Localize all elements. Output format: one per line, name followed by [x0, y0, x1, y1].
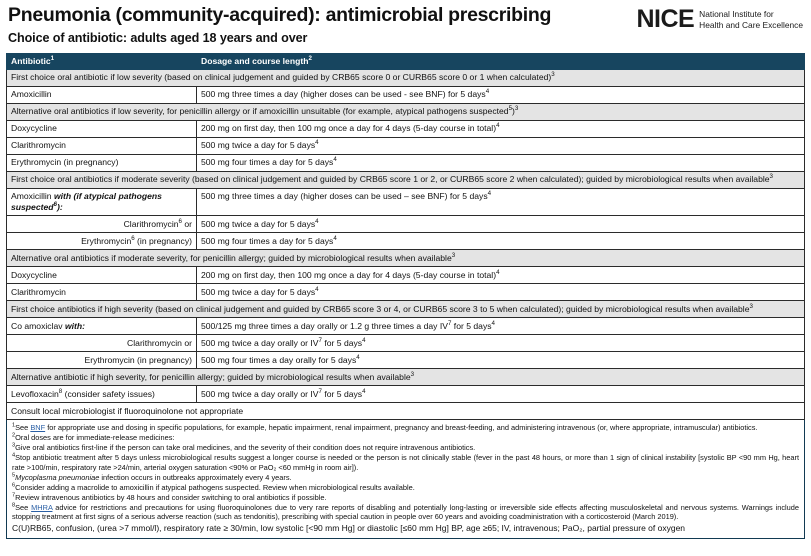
- antibiotic-table-body: [7, 54, 805, 420]
- footnote: $^8$See MHRA advice for restrictions and precautions for using fluoroquinolones due to very rare reports of disabling and potentially long-lasting or irreversible side effects affecting musculoskeletal and nervous systems. Warnings include stopping treatment at first signs of a serious adverse reaction (such as tendonitis), prescribing with special caution in people over 60 years and avoiding coadministration with a corticosteroid (March 2019).: [12, 502, 799, 521]
- footnote-marker: 2: [12, 432, 16, 439]
- table-row: [7, 284, 805, 301]
- abbreviations-line: C(U)RB65, confusion, (urea >7 mmol/l), respiratory rate ≥ 30/min, low systolic [<90 mm Hg] or diastolic [≤60 mm Hg] BP, age ≥65; IV, intravenous; PaO₂, partial pressure of oxygen: [12, 522, 686, 533]
- footnote-marker: 6: [12, 482, 16, 489]
- antibiotic-cell: Amoxicillin with (if atypical pathogens suspected$^6$):: [7, 188, 197, 216]
- footnote-marker: 8: [12, 502, 16, 509]
- section-heading-cell: First choice oral antibiotic if low severity (based on clinical judgement and guided by CRB65 score 0 or CURB65 score 0 or 1 when calculated)$^3$: [7, 69, 805, 86]
- table-row: [7, 386, 805, 403]
- column-header-antibiotic: Antibiotic$^1$: [7, 54, 197, 70]
- antibiotic-cell: Amoxicillin: [7, 86, 197, 103]
- footnote: $^5$Mycoplasma pneumoniae infection occurs in outbreaks approximately every 4 years.: [12, 472, 292, 482]
- footnote-ref: 4: [485, 88, 490, 96]
- section-heading-cell: First choice antibiotics if high severity (based on clinical judgement and guided by CRB65 score 3 or 4, or CURB65 score 3 to 5 when calculated); guided by microbiological results when available$^3$: [7, 301, 805, 318]
- dosage-cell: 500 mg twice a day orally or $IV^7$ for 5 days$^4$: [197, 386, 805, 403]
- footnote-marker: 5: [12, 472, 16, 479]
- footnote-ref: 4: [496, 268, 500, 276]
- section-heading-cell: Alternative oral antibiotics if low severity, for penicillin allergy or if amoxicillin unsuitable (for example, atypical pathogens suspected$^5$)$^3$: [7, 103, 805, 120]
- footnote-ref: 4: [315, 217, 319, 225]
- footnote-ref: 6: [131, 234, 135, 242]
- antibiotic-table: [6, 53, 805, 420]
- footnote-ref: 8: [58, 387, 63, 395]
- table-row: [7, 318, 805, 335]
- table-row: [7, 188, 805, 216]
- table-note-row: [7, 403, 805, 420]
- antibiotic-qualifier: with (if atypical pathogens suspected$^6$):: [11, 191, 162, 212]
- antibiotic-qualifier: with:: [64, 320, 86, 331]
- footnote-ref: 6: [178, 217, 182, 225]
- dosage-cell: 200 mg on first day, then 100 mg once a day for 4 days (5-day course in total)$^4$: [197, 120, 805, 137]
- footnote-marker: 1: [12, 422, 16, 429]
- table-header-row: [7, 54, 805, 70]
- page-title: Pneumonia (community-acquired): antimicrobial prescribing: [8, 4, 552, 26]
- table-row: [7, 137, 805, 154]
- footnote-link-bnf[interactable]: BNF: [30, 423, 46, 432]
- footnote-ref: 3: [749, 302, 753, 310]
- footnote: $^3$Give oral antibiotics first-line if the person can take oral medicines, and the severity of their condition does not require intravenous antibiotics.: [12, 442, 476, 452]
- antibiotic-cell: Erythromycin (in pregnancy): [7, 154, 197, 171]
- footnote: $^6$Consider adding a macrolide to amoxicillin if atypical pathogens suspected. Review when microbiological results available.: [12, 482, 415, 492]
- footnote-ref: 4: [491, 319, 495, 327]
- antibiotic-cell: Clarithromycin: [7, 137, 197, 154]
- column-header-dosage: Dosage and course length$^2$: [197, 54, 805, 70]
- antibiotic-cell: Co amoxiclav with:: [7, 318, 197, 335]
- dosage-cell: 500 mg twice a day for 5 days$^4$: [197, 137, 805, 154]
- table-row: [7, 120, 805, 137]
- footnote-ref: 4: [362, 387, 366, 395]
- antibiotic-cell: Levofloxacin$^8$ (consider safety issues): [7, 386, 197, 403]
- footnote-ref: 3: [769, 173, 773, 181]
- dosage-cell: 500 mg twice a day orally or $IV^7$ for 5 days$^4$: [197, 335, 805, 352]
- table-section-row: [7, 250, 805, 267]
- table-section-row: [7, 69, 805, 86]
- title-block: [6, 4, 551, 46]
- footnote-ref: 4: [333, 156, 337, 164]
- footnote-ref: 4: [356, 353, 360, 361]
- dosage-cell: 500 mg three times a day (higher doses can be used - see BNF) for 5 days$^4$: [197, 86, 805, 103]
- footnote: $^7$Review intravenous antibiotics by 48 hours and consider switching to oral antibiotics if possible.: [12, 492, 327, 502]
- footnote-marker: 3: [12, 442, 16, 449]
- nice-logo-strapline: [699, 9, 803, 30]
- footnote-ref: 4: [333, 234, 337, 242]
- antibiotic-cell: Clarithromycin$^6$ or: [7, 216, 197, 233]
- footnote: $^4$Stop antibiotic treatment after 5 days unless microbiological results suggest a longer course is needed or the person is not clinically stable (fever in the past 48 hours, or more than 1 sign of clinical instability [systolic BP <90 mm Hg, heart rate >100/min, respiratory rate >24/min, arterial oxygen saturation <90% or PaO₂ <60 mmHg in room air]).: [12, 452, 799, 472]
- footnote: $^1$See BNF for appropriate use and dosing in specific populations, for example, hepatic impairment, renal impairment, pregnancy and breast-feeding, and administering intravenous (or, where appropriate, intramuscular) antibiotics.: [12, 422, 758, 432]
- nice-logo-strapline-line2: Health and Care Excellence: [699, 19, 803, 30]
- table-section-row: [7, 369, 805, 386]
- section-heading-cell: Alternative oral antibiotics if moderate severity, for penicillin allergy; guided by microbiological results when available$^3$: [7, 250, 805, 267]
- dosage-cell: 500 mg four times a day orally for 5 days$^4$: [197, 352, 805, 369]
- footnote-ref: 4: [315, 285, 319, 293]
- antibiotic-cell: Clarithromycin or: [7, 335, 197, 352]
- footnote-ref: 4: [487, 190, 492, 198]
- footnote-marker: 7: [12, 492, 16, 499]
- section-heading-cell: Alternative antibiotic if high severity, for penicillin allergy; guided by microbiological results when available$^3$: [7, 369, 805, 386]
- dosage-cell: 500/125 mg three times a day orally or 1.2 g three times a day $IV^7$ for 5 days$^4$: [197, 318, 805, 335]
- footnote-ref: 1: [50, 55, 55, 63]
- footnote-ref: 4: [315, 139, 319, 147]
- footnote-ref: 7: [318, 336, 322, 344]
- footnote-italic-term: Mycoplasma pneumoniae: [15, 472, 100, 482]
- footnote-marker: 4: [12, 452, 16, 459]
- footnote-ref: 2: [308, 55, 312, 63]
- nice-logo: [636, 7, 803, 32]
- table-row: [7, 267, 805, 284]
- footnote-ref: 6: [53, 200, 57, 208]
- table-row: [7, 335, 805, 352]
- dosage-cell: 500 mg twice a day for 5 days$^4$: [197, 284, 805, 301]
- footnote-ref: 4: [362, 336, 366, 344]
- dosage-cell: 500 mg three times a day (higher doses can be used – see BNF) for 5 days$^4$: [197, 188, 805, 216]
- document-header: [6, 4, 805, 46]
- dosage-cell: 200 mg on first day, then 100 mg once a day for 4 days (5-day course in total)$^4$: [197, 267, 805, 284]
- dosage-cell: 500 mg four times a day for 5 days$^4$: [197, 233, 805, 250]
- footnote-ref: 3: [514, 105, 519, 113]
- footnote-ref: 3: [410, 370, 415, 378]
- footnote-ref: 3: [551, 71, 555, 79]
- table-row: [7, 86, 805, 103]
- antibiotic-cell: Erythromycin (in pregnancy): [7, 352, 197, 369]
- antibiotic-cell: Doxycycline: [7, 267, 197, 284]
- table-row: [7, 352, 805, 369]
- table-note-cell: Consult local microbiologist if fluoroquinolone not appropriate: [7, 403, 805, 420]
- nice-logo-strapline-line1: National Institute for: [699, 9, 774, 20]
- antibiotic-cell: Clarithromycin: [7, 284, 197, 301]
- table-section-row: [7, 171, 805, 188]
- footnote-ref: 4: [496, 122, 500, 130]
- table-section-row: [7, 301, 805, 318]
- table-row: [7, 154, 805, 171]
- antibiotic-cell: Doxycycline: [7, 120, 197, 137]
- section-heading-cell: First choice oral antibiotics if moderate severity (based on clinical judgement and guided by CRB65 score 1 or 2, or CURB65 score 2 when calculated); guided by microbiological results when available$^3$: [7, 171, 805, 188]
- table-section-row: [7, 103, 805, 120]
- page-subtitle: Choice of antibiotic: adults aged 18 years and over: [8, 31, 308, 45]
- dosage-cell: 500 mg twice a day for 5 days$^4$: [197, 216, 805, 233]
- footnote-ref: 7: [447, 319, 452, 327]
- dosage-cell: 500 mg four times a day for 5 days$^4$: [197, 154, 805, 171]
- footnote-ref: 5: [508, 105, 513, 113]
- footnote-ref: 3: [451, 251, 456, 259]
- footnote-ref: 7: [318, 387, 322, 395]
- footnotes-block: [6, 420, 805, 539]
- table-row: [7, 233, 805, 250]
- footnote: $^2$Oral doses are for immediate-release medicines:: [12, 432, 175, 442]
- table-row: [7, 216, 805, 233]
- footnote-link-mhra[interactable]: MHRA: [31, 502, 53, 512]
- nice-logo-wordmark: NICE: [636, 5, 695, 33]
- antibiotic-cell: Erythromycin$^6$ (in pregnancy): [7, 233, 197, 250]
